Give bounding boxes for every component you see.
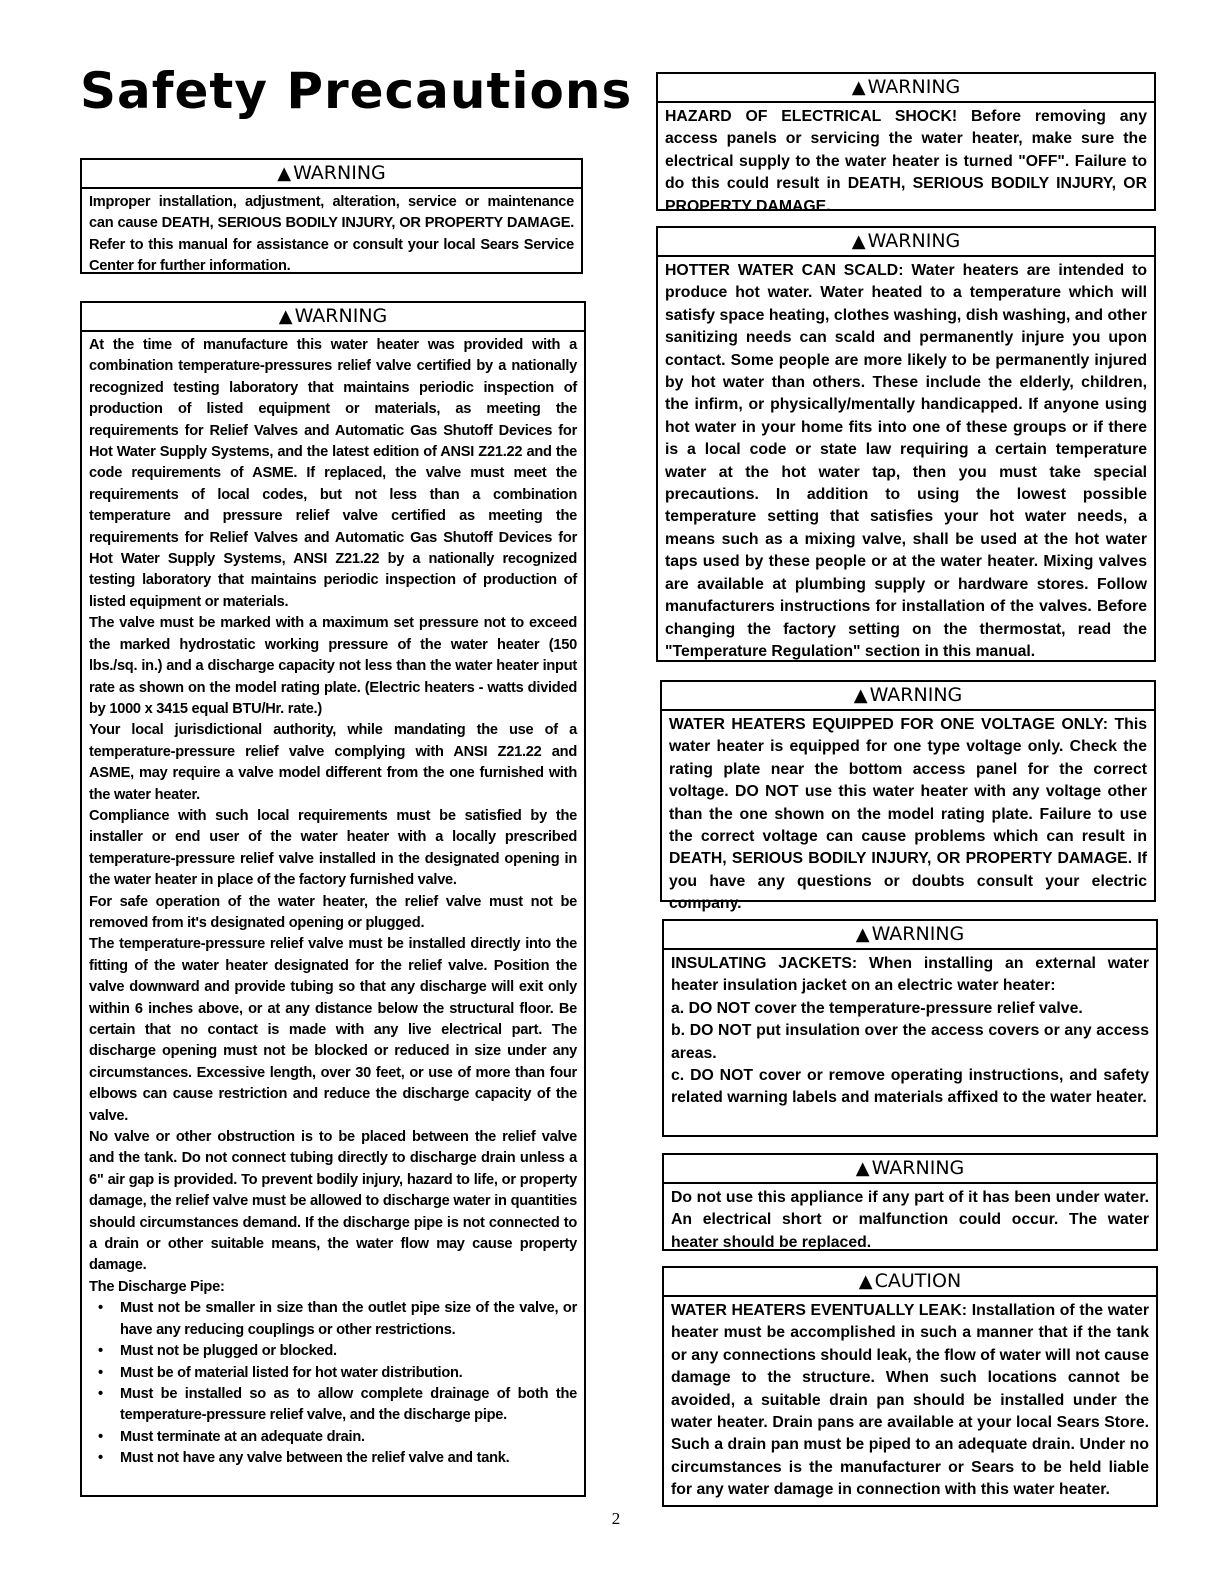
warning-box-improper-installation <box>80 158 583 274</box>
box-heading: ▲ WARNING <box>277 162 386 184</box>
box-body <box>664 1187 1156 1254</box>
box-body <box>82 335 584 1470</box>
divider <box>664 1182 1156 1184</box>
box-heading: ▲ WARNING <box>851 76 961 98</box>
page-number: 2 <box>611 1509 621 1528</box>
divider <box>664 1295 1156 1297</box>
warning-triangle-icon: ▲ <box>851 77 866 98</box>
paragraph: Improper installation, adjustment, alteration, service or maintenance can cause DEATH, SERIOUS BODILY INJURY, OR PROPERTY DAMAGE. Refer to this manual for assistance or consult your local Sears Service Center for further information. <box>89 194 574 275</box>
box-body <box>664 953 1156 1110</box>
paragraph: WATER HEATERS EQUIPPED FOR ONE VOLTAGE ONLY: This water heater is equipped for one type voltage only. Check the rating plate near the bottom access panel for the correct voltage. DO NOT use this water heater with any voltage other than the one shown on the model rating plate. Failure to use the correct voltage can cause problems which can result in DEATH, SERIOUS BODILY INJURY, OR PROPERTY DAMAGE. If you have any questions or doubts consult your electric company. <box>669 716 1147 913</box>
warning-triangle-icon: ▲ <box>853 685 868 706</box>
paragraph: For safe operation of the water heater, the relief valve must not be removed from it's designated opening or plugged. <box>89 893 577 931</box>
box-heading: ▲ WARNING <box>278 305 388 327</box>
box-heading: ▲ WARNING <box>851 230 961 252</box>
warning-box-electrical-shock <box>656 72 1156 215</box>
box-heading: ▲ WARNING <box>853 684 963 706</box>
list-item: • Must not be plugged or blocked. <box>89 1341 577 1362</box>
divider <box>82 330 584 332</box>
divider <box>658 255 1154 257</box>
list-item: • Must be installed so as to allow complete drainage of both the temperature-pressure relief valve, and the discharge pipe. <box>89 1384 577 1427</box>
list-item: a. DO NOT cover the temperature-pressure relief valve. <box>671 999 1083 1017</box>
box-body <box>662 714 1154 916</box>
warning-triangle-icon: ▲ <box>855 924 870 945</box>
list-item: c. DO NOT cover or remove operating instructions, and safety related warning labels and materials affixed to the water heater. <box>671 1067 1149 1107</box>
paragraph: At the time of manufacture this water heater was provided with a combination temperature-pressures relief valve certified by a nationally recognized testing laboratory that maintains periodic inspection of production of listed equipment or materials, as meeting the requirements for Relief Valves and Automatic Gas Shutoff Devices for Hot Water Supply Systems, and the latest edition of ANSI Z21.22 and the code requirements of ASME. If replaced, the valve must meet the requirements of local codes, but not less than a combination temperature and pressure relief valve certified as meeting the requirements for Relief Valves and Automatic Gas Shutoff Devices for Hot Water Supply Systems, ANSI Z21.22 by a nationally recognized testing laboratory that maintains periodic inspection of production of listed equipment or materials. <box>89 337 577 610</box>
paragraph: Compliance with such local requirements must be satisfied by the installer or end user of the water heater with a locally prescribed temperature-pressure relief valve installed in the designated opening in the water heater in place of the factory furnished valve. <box>89 807 577 889</box>
box-body <box>82 192 581 278</box>
warning-box-scald <box>656 226 1156 662</box>
divider <box>658 101 1154 103</box>
divider <box>82 187 581 189</box>
caution-box-leak <box>662 1266 1158 1507</box>
list-item: • Must be of material listed for hot water distribution. <box>89 1363 577 1384</box>
divider <box>662 709 1154 711</box>
warning-triangle-icon: ▲ <box>858 1271 873 1292</box>
list-item: • Must terminate at an adequate drain. <box>89 1427 577 1448</box>
paragraph: INSULATING JACKETS: When installing an external water heater insulation jacket on an electric water heater: <box>671 955 1149 995</box>
box-body <box>664 1300 1156 1502</box>
paragraph: HAZARD OF ELECTRICAL SHOCK! Before removing any access panels or servicing the water heater, make sure the electrical supply to the water heater is turned "OFF". Failure to do this could result in DEATH, SERIOUS BODILY INJURY, OR PROPERTY DAMAGE. <box>665 108 1147 215</box>
warning-triangle-icon: ▲ <box>278 306 293 327</box>
warning-triangle-icon: ▲ <box>277 163 292 184</box>
paragraph: The temperature-pressure relief valve must be installed directly into the fitting of the water heater designated for the relief valve. Position the valve downward and provide tubing so that any discharge will exit only within 6 inches above, or at any distance below the structural floor. Be certain that no contact is made with any live electrical part. The discharge opening must not be blocked or reduced in size under any circumstances. Excessive length, over 30 feet, or use of more than four elbows can cause restriction and reduce the discharge capacity of the valve. <box>89 936 577 1124</box>
paragraph: Do not use this appliance if any part of it has been under water. An electrical short or malfunction could occur. The water heater should be replaced. <box>671 1189 1149 1251</box>
box-heading: ▲ WARNING <box>855 1157 965 1179</box>
warning-triangle-icon: ▲ <box>855 1158 870 1179</box>
box-heading: ▲ CAUTION <box>858 1270 962 1292</box>
paragraph: No valve or other obstruction is to be placed between the relief valve and the tank. Do not connect tubing directly to discharge drain unless a 6" air gap is provided. To prevent bodily injury, hazard to life, or property damage, the relief valve must be allowed to discharge water in quantities should circumstances demand. If the discharge pipe is not connected to a drain or other suitable means, the water flow may cause property damage. <box>89 1129 577 1274</box>
warning-box-voltage <box>660 680 1156 913</box>
box-body <box>658 260 1154 663</box>
page-title: Safety Precautions <box>80 62 633 120</box>
box-heading: ▲ WARNING <box>855 923 965 945</box>
warning-box-insulating-jackets <box>662 919 1158 1137</box>
box-body <box>658 106 1154 218</box>
warning-box-relief-valve <box>80 301 586 1497</box>
paragraph: WATER HEATERS EVENTUALLY LEAK: Installation of the water heater must be accomplished in such a manner that if the tank or any connections should leak, the flow of water will not cause damage to the structure. When such locations cannot be avoided, a suitable drain pan should be installed under the water heater. Drain pans are available at your local Sears Store. Such a drain pan must be piped to an adequate drain. Under no circumstances is the manufacturer or Sears to be held liable for any water damage in connection with this water heater. <box>671 1302 1149 1499</box>
paragraph: The valve must be marked with a maximum set pressure not to exceed the marked hydrostatic working pressure of the water heater (150 lbs./sq. in.) and a discharge capacity not less than the water heater input rate as shown on the model rating plate. (Electric heaters - watts divided by 1000 x 3415 equal BTU/Hr. rate.) <box>89 615 577 717</box>
divider <box>664 948 1156 950</box>
paragraph: Your local jurisdictional authority, while mandating the use of a temperature-pressure relief valve complying with ANSI Z21.22 and ASME, may require a valve model different from the one furnished with the water heater. <box>89 722 577 803</box>
paragraph: HOTTER WATER CAN SCALD: Water heaters are intended to produce hot water. Water heated to a temperature which will satisfy space heating, clothes washing, dish washing, and other sanitizing needs can scald and permanently injure you upon contact. Some people are more likely to be permanently injured by hot water than others. These include the elderly, children, the infirm, or physically/mentally handicapped. If anyone using hot water in your home fits into one of these groups or if there is a local code or state law requiring a certain temperature water at the hot water tap, then you must take special precautions. In addition to using the lowest possible temperature setting that satisfies your hot water needs, a means such as a mixing valve, shall be used at the hot water taps used by these people or at the water heater. Mixing valves are available at plumbing supply or hardware stores. Follow manufacturers instructions for installation of the valves. Before changing the factory setting on the thermostat, read the "Temperature Regulation" section in this manual. <box>665 262 1147 660</box>
list-item: • Must not be smaller in size than the outlet pipe size of the valve, or have any reducing couplings or other restrictions. <box>89 1298 577 1341</box>
list-item: • Must not have any valve between the relief valve and tank. <box>89 1448 577 1469</box>
warning-triangle-icon: ▲ <box>851 231 866 252</box>
list-item: b. DO NOT put insulation over the access covers or any access areas. <box>671 1022 1149 1062</box>
discharge-pipe-list <box>89 1298 577 1469</box>
discharge-pipe-heading: The Discharge Pipe: <box>89 1278 225 1295</box>
warning-box-under-water <box>662 1153 1158 1251</box>
